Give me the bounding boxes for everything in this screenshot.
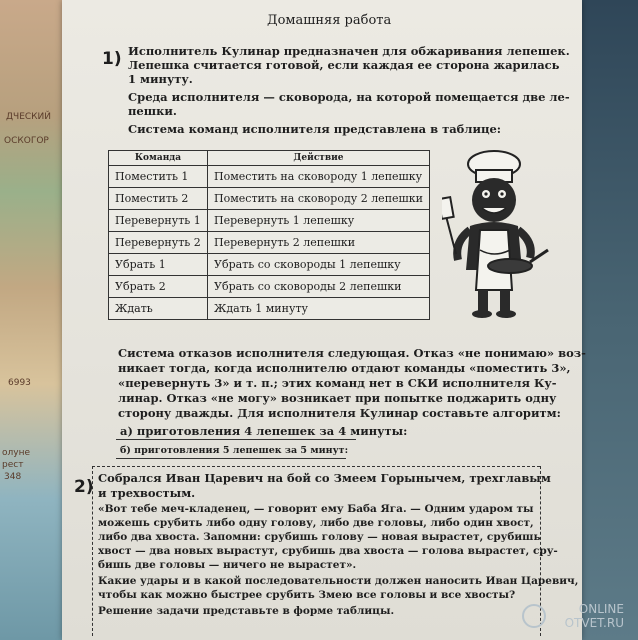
task2-line: можешь срубить либо одну голову, либо две головы, либо один хвост, — [98, 517, 534, 529]
table-header-command: Команда — [109, 151, 208, 166]
table-cell-command: Убрать 2 — [109, 276, 208, 298]
failure-line: никает тогда, когда исполнителю отдают команды «поместить 3», — [118, 361, 571, 375]
table-cell-action: Поместить на сковороду 1 лепешку — [208, 166, 430, 188]
watermark-line2: OTVET.RU — [564, 616, 624, 630]
table-cell-action: Поместить на сковороду 2 лепешки — [208, 188, 430, 210]
task2-line: «Вот тебе меч-кладенец, — говорит ему Баба Яга. — Одним ударом ты — [98, 503, 534, 515]
map-label: ДЧЕСКИЙ — [6, 112, 52, 122]
table-row — [109, 298, 430, 320]
page-title: Домашняя работа — [267, 13, 392, 28]
table-row — [109, 188, 430, 210]
failure-line: Система отказов исполнителя следующая. Отказ «не понимаю» воз- — [118, 346, 586, 360]
map-label: 6993 — [8, 378, 31, 388]
task1-number: 1) — [102, 49, 122, 69]
table-cell-command: Ждать — [109, 298, 208, 320]
table-cell-action: Перевернуть 1 лепешку — [208, 210, 430, 232]
table-row — [109, 210, 430, 232]
table-cell-command: Перевернуть 2 — [109, 232, 208, 254]
subtask-b: б) приготовления 5 лепешек за 5 минут: — [120, 445, 349, 456]
subtask-a: а) приготовления 4 лепешек за 4 минуты: — [120, 424, 408, 438]
task2-line: Решение задачи представьте в форме таблицы. — [98, 605, 395, 617]
table-cell-action: Ждать 1 минуту — [208, 298, 430, 320]
table-cell-command: Поместить 1 — [109, 166, 208, 188]
table-cell-command: Убрать 1 — [109, 254, 208, 276]
task1-intro-line: 1 минуту. — [128, 72, 193, 86]
table-row — [109, 254, 430, 276]
homework-sheet — [62, 0, 586, 640]
watermark — [565, 602, 624, 630]
command-table — [108, 150, 430, 320]
failure-line: линар. Отказ «не могу» возникает при попытке поджарить одну — [118, 391, 557, 405]
watermark-logo-icon — [522, 604, 546, 628]
map-label: рест — [2, 460, 24, 470]
watermark-line1: ONLINE — [578, 602, 624, 616]
task2-line: чтобы как можно быстрее срубить Змею все головы и все хвосты? — [98, 589, 516, 601]
table-cell-command: Перевернуть 1 — [109, 210, 208, 232]
table-row — [109, 276, 430, 298]
table-cell-action: Убрать со сковороды 1 лепешку — [208, 254, 430, 276]
task1-intro-line: Среда исполнителя — сковорода, на которой помещается две ле- — [128, 90, 570, 104]
map-label: 348 — [4, 472, 22, 482]
table-cell-command: Поместить 2 — [109, 188, 208, 210]
task2-frame-top — [92, 466, 540, 467]
failure-line: «перевернуть 3» и т. п.; этих команд нет в СКИ исполнителя Ку- — [118, 376, 557, 390]
task2-line: либо два хвоста. Запомни: срубишь голову — новая вырастет, срубишь — [98, 531, 541, 543]
task1-intro-line: Исполнитель Кулинар предназначен для обжаривания лепешек. — [128, 44, 570, 58]
task1-intro-line: пешки. — [128, 104, 177, 118]
task2-line: Какие удары и в какой последовательности должен наносить Иван Царевич, — [98, 575, 579, 587]
table-row — [109, 232, 430, 254]
answer-line — [116, 458, 346, 459]
task1-intro-line: Система команд исполнителя представлена в таблице: — [128, 122, 502, 136]
table-cell-action: Убрать со сковороды 2 лепешки — [208, 276, 430, 298]
table-row — [109, 166, 430, 188]
table-header-action: Действие — [208, 151, 430, 166]
answer-line — [116, 439, 356, 440]
map-label: ОСКОГОР — [4, 136, 49, 146]
task1-intro-line: Лепешка считается готовой, если каждая ее сторона жарилась — [128, 58, 560, 72]
map-label: олуне — [2, 448, 31, 458]
cook-illustration — [442, 150, 552, 320]
task2-line: Собрался Иван Царевич на бой со Змеем Горынычем, трехглавым — [98, 471, 551, 485]
task2-line: бишь две головы — ничего не вырастет». — [98, 559, 357, 571]
table-header-row — [109, 151, 430, 166]
task2-line: хвост — два новых вырастут, срубишь два хвоста — голова вырастет, сру- — [98, 545, 558, 557]
task2-line: и трехвостым. — [98, 486, 196, 500]
table-cell-action: Перевернуть 2 лепешки — [208, 232, 430, 254]
failure-line: сторону дважды. Для исполнителя Кулинар составьте алгоритм: — [118, 406, 561, 420]
task2-number: 2) — [74, 477, 94, 497]
